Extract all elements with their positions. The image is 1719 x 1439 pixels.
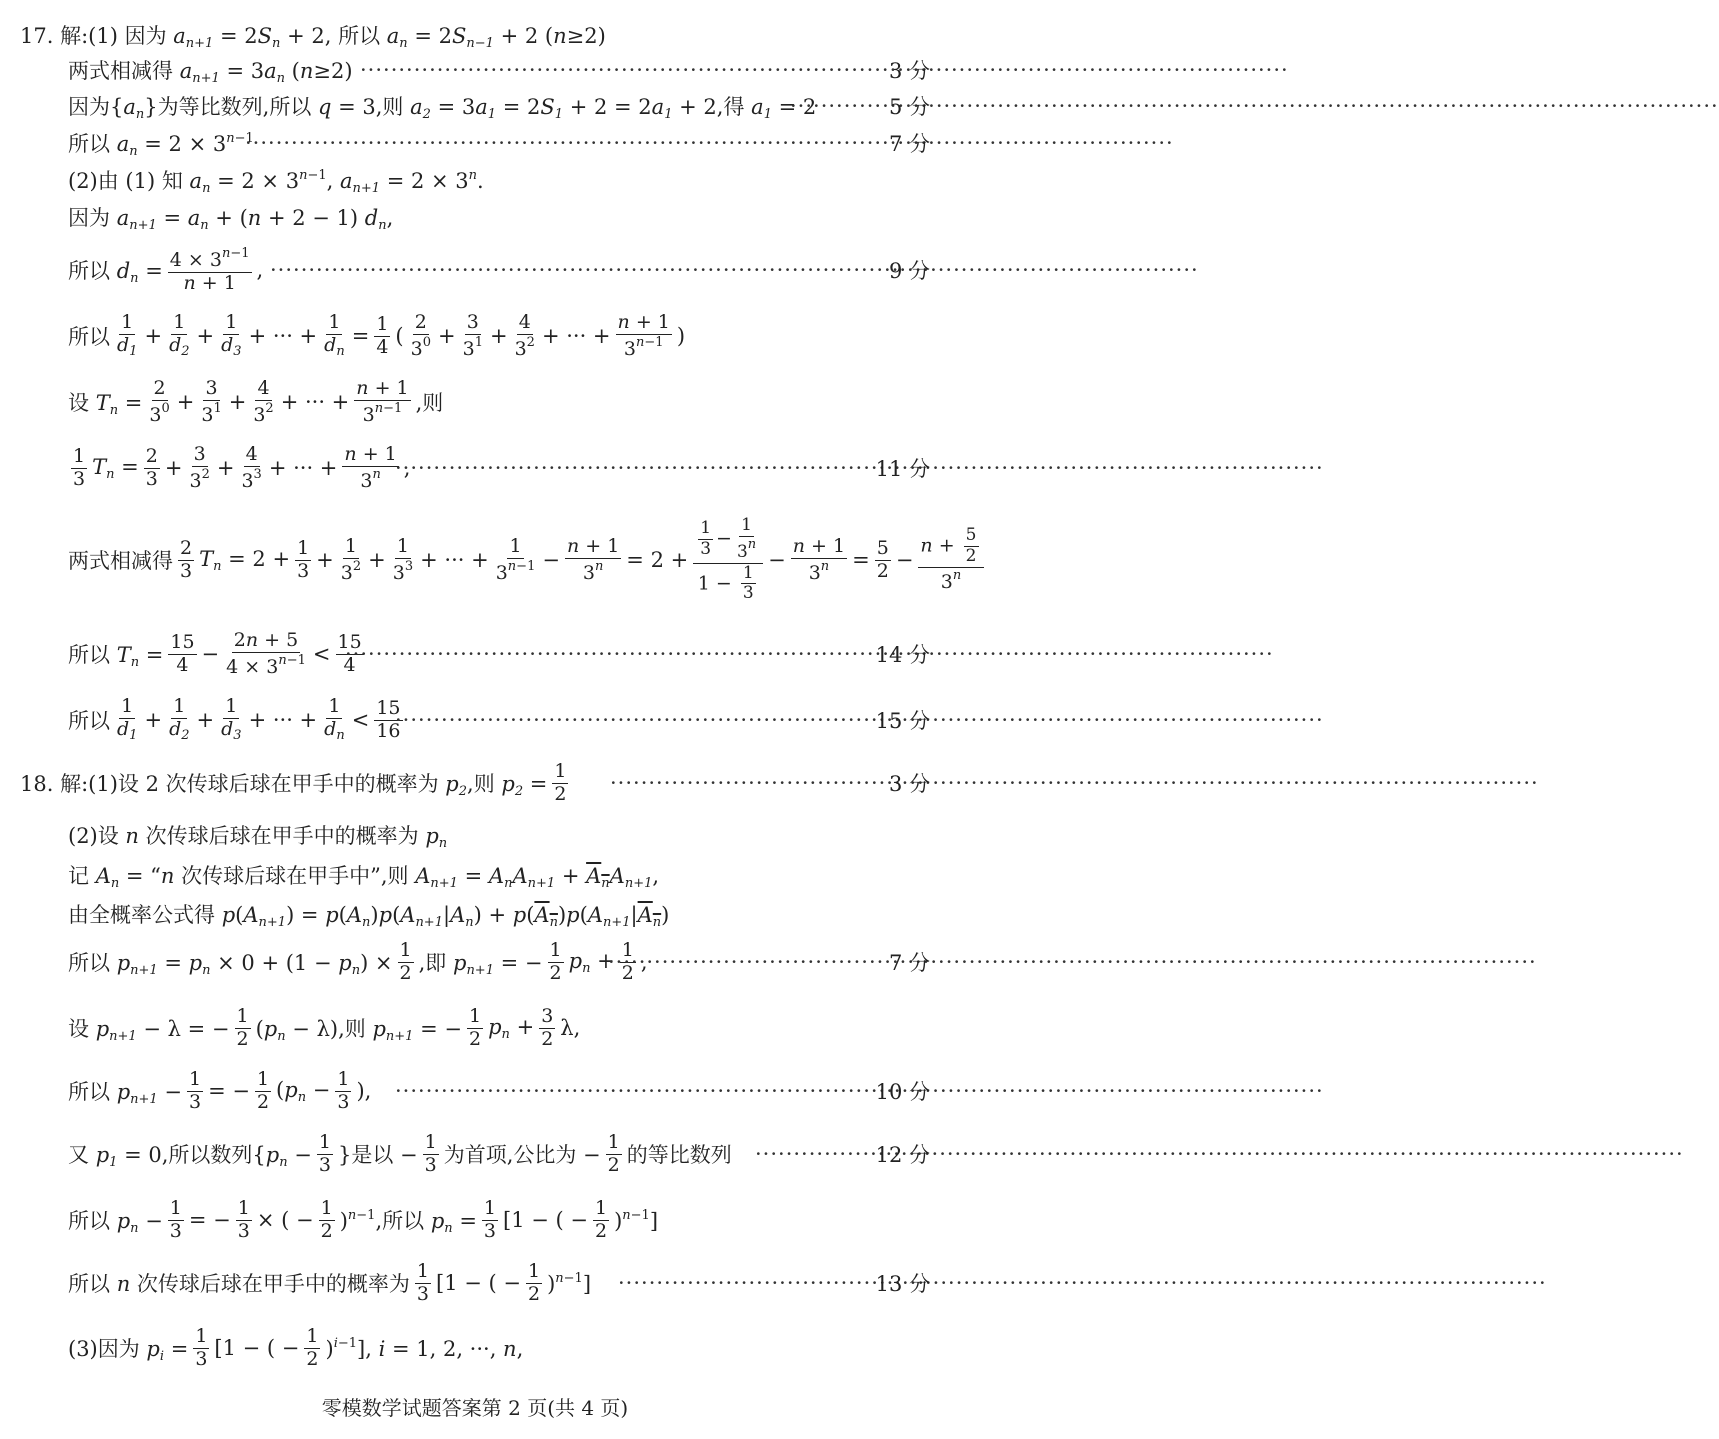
q17-line-8: 所以 $\frac{1}{d_1}$ + $\frac{1}{d_2}$ + $\frac{1}{d_3}$ + ··· + $\frac{1}{d_n}$ = $\frac{1}{4}$ ( $\frac{2}{3^0}$ + $\frac{3}{3^1}$ + $\frac{4}{3^2}$ + ··· + $\frac{n + 1}{3^{n-1}}$ ) bbox=[68, 310, 686, 360]
fraction: $\frac{4 \times 3^{n-1}}{n + 1}$ bbox=[169, 245, 250, 294]
leader-dots bbox=[755, 1124, 870, 1184]
q17-line-3: 因为$\{a_n\}$为等比数列,所以 q = 3,则 $a_2 = 3a_1 = 2S_1 + 2 = 2a_1 + 2$,得 $a_1 = 2$ ····· 5 分 bbox=[0, 76, 950, 136]
leader-dots bbox=[608, 932, 880, 992]
q18-line-7: 所以 $p_{n+1}$ − $\frac{1}{3}$ = − $\frac{1}{2}$ ($p_n$ − $\frac{1}{3}$ ), ····· 10 分 bbox=[0, 1061, 950, 1121]
q18-line-5: 所以 $p_{n+1} = p_n \times 0 + (1 - p_n)$ × $\frac{1}{2}$ ,即 $p_{n+1}$ = − $\frac{1}{2}$ $p_n$ + $\frac{1}{2}$ , ····· 7 分 bbox=[0, 932, 950, 992]
score-label: 3 分 bbox=[888, 59, 930, 83]
q18-line-6: 设 $p_{n+1} - \lambda$ = − $\frac{1}{2}$ $(p_n - \lambda)$,则 $p_{n+1}$ = − $\frac{1}{2}$ $p_n$ + $\frac{3}{2}$ λ, bbox=[68, 1004, 581, 1050]
leader-dots bbox=[270, 240, 880, 300]
score-label: 14 分 bbox=[875, 643, 930, 667]
leader-dots bbox=[395, 1061, 870, 1121]
score-label: 7 分 bbox=[888, 132, 930, 156]
q17-line-9: 设 $T_n$ = $\frac{2}{3^0}$ + $\frac{3}{3^1}$ + $\frac{4}{3^2}$ + ··· + $\frac{n + 1}{3^{n-1}}$ ,则 bbox=[68, 376, 444, 426]
score-label: 15 分 bbox=[875, 709, 930, 733]
leader-dots bbox=[345, 624, 870, 684]
score-label: 7 分 bbox=[888, 951, 930, 975]
q17-line-13: 所以 $\frac{1}{d_1}$ + $\frac{1}{d_2}$ + $\frac{1}{d_3}$ + ··· + $\frac{1}{d_n}$ < $\frac{15}{16}$ ····· 15 分 bbox=[0, 690, 950, 750]
score-label: 10 分 bbox=[875, 1080, 930, 1104]
q17-line-11: 两式相减得 $\frac{2}{3}$ $T_n = 2$ + $\frac{1}{3}$ + $\frac{1}{3^2}$ + $\frac{1}{3^3}$ + ··· + $\frac{1}{3^{n-1}}$ − $\frac{n + 1}{3^n}$ = 2 + $\frac{1}{3}$ − $\frac{1}{3^n}$ 1 − $\frac{1}{3}$ − $\frac{n + 1}{3^n}$ = $\frac{5}{2}$ − n + $\frac{5}{2}$ 3$^n$ bbox=[0, 505, 950, 615]
leader-dots bbox=[395, 690, 870, 750]
q18-line-10: 所以 n 次传球后球在甲手中的概率为 $\frac{1}{3}$ [1 − ( − $\frac{1}{2}$ )$^{n-1}$] ····· 13 分 bbox=[0, 1253, 950, 1313]
q17-line-4: 所以 $a_n = 2 \times 3^{n-1}$ ····· 7 分 bbox=[0, 113, 950, 173]
q18-line-2: (2)设 n 次传球后球在甲手中的概率为 $p_n$ bbox=[68, 823, 448, 851]
q17-line-5: (2)由 (1) 知 $a_n = 2 \times 3^{n-1}$, $a_{n+1} = 2 \times 3^n$. bbox=[68, 167, 484, 196]
q18-line-4: 由全概率公式得 $p(A_{n+1}) = p(A_n)p(A_{n+1}|A_n) + p(A_n)p(A_{n+1}|A_n)$ bbox=[68, 902, 670, 930]
score-label: 13 分 bbox=[875, 1272, 930, 1296]
q17-line-1-content: 17. 解:(1) 因为 $a_{n+1} = 2S_n + 2$, 所以 $a_n = 2S_{n-1} + 2$ (n≥2) bbox=[20, 23, 606, 51]
q18-line-8: 又 $p_1 = 0$,所以数列{$p_n$ − $\frac{1}{3}$ }是以 − $\frac{1}{3}$ 为首项,公比为 − $\frac{1}{2}$ 的等比数列 ····· 12 分 bbox=[0, 1124, 950, 1184]
q17-line-7: 所以 $d_n$ = $\frac{4 \times 3^{n-1}}{n + 1}$ , ····· 9 分 bbox=[0, 240, 950, 300]
score-label: 3 分 bbox=[888, 772, 930, 796]
q17-line-12: 所以 $T_n$ = $\frac{15}{4}$ − $\frac{2n + 5}{4 \times 3^{n-1}}$ < $\frac{15}{4}$ ····· 14 分 bbox=[0, 624, 950, 684]
q18-line-3: 记 $A_n$ = “n 次传球后球在甲手中”,则 $A_{n+1} = A_nA_{n+1} + A_nA_{n+1}$, bbox=[68, 863, 660, 891]
q18-line-9: 所以 $p_n$ − $\frac{1}{3}$ = − $\frac{1}{3}$ × ( − $\frac{1}{2}$ )$^{n-1}$,所以 $p_n$ = $\frac{1}{3}$ [1 − ( − $\frac{1}{2}$ )$^{n-1}$] bbox=[68, 1196, 659, 1242]
page-footer: 零模数学试题答案第 2 页(共 4 页) bbox=[321, 1396, 629, 1420]
score-label: 12 分 bbox=[875, 1143, 930, 1167]
q18-line-1: 18. 解:(1)设 2 次传球后球在甲手中的概率为 $p_2$,则 $p_2$ = $\frac{1}{2}$ ····· 3 分 bbox=[0, 753, 950, 813]
leader-dots bbox=[618, 1253, 870, 1313]
score-label: 11 分 bbox=[875, 457, 930, 481]
score-label: 5 分 bbox=[888, 95, 930, 119]
q18-line-11: (3)因为 $p_i$ = $\frac{1}{3}$ [1 − ( − $\frac{1}{2}$ )$^{i-1}$], i = 1, 2, ···, n, bbox=[68, 1324, 524, 1370]
leader-dots bbox=[395, 438, 870, 498]
leader-dots bbox=[610, 753, 880, 813]
q17-line-2: 两式相减得 $a_{n+1} = 3a_n$ (n≥2) ····· 3 分 bbox=[0, 40, 950, 100]
score-label: 9 分 bbox=[888, 259, 930, 283]
q17-line-6: 因为 $a_{n+1} = a_n + (n + 2 - 1)$ $d_n$, bbox=[68, 205, 394, 233]
q17-line-10: $\frac{1}{3}$ $T_n$ = $\frac{2}{3}$ + $\frac{3}{3^2}$ + $\frac{4}{3^3}$ + ··· + $\frac{n + 1}{3^n}$ , ····· 11 分 bbox=[0, 438, 950, 498]
